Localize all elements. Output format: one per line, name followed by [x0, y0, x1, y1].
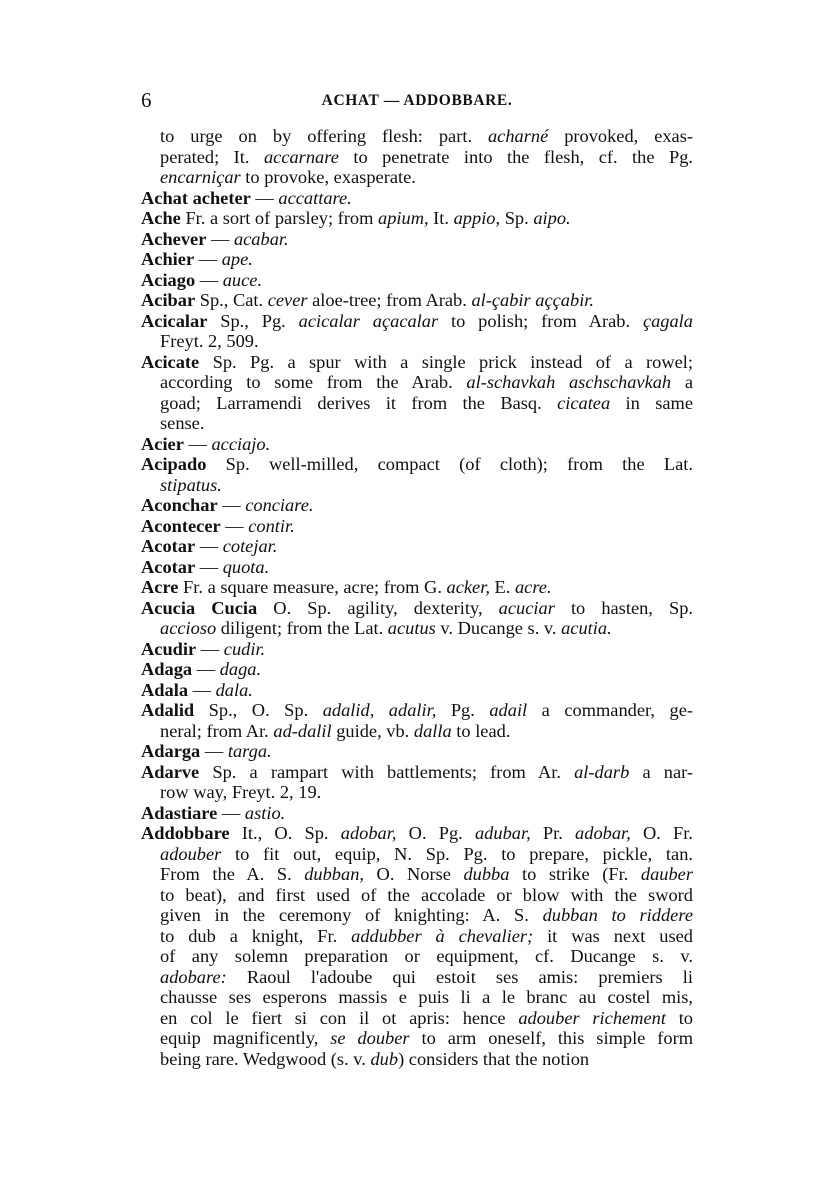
headword: Adastiare [141, 802, 218, 823]
entry-text: Freyt. 2, 509. [160, 331, 259, 351]
italic-term: apium, [378, 208, 429, 228]
entry-text: to [665, 1007, 693, 1028]
headword: Aciago [141, 269, 196, 290]
italic-term: se douber [330, 1028, 410, 1048]
italic-term: conciare. [245, 495, 314, 515]
dictionary-entry [141, 680, 693, 701]
italic-term: cever [267, 290, 308, 310]
dictionary-entry [141, 208, 693, 229]
entry-text: O. Norse [364, 864, 464, 884]
headword: Acre [141, 577, 179, 597]
dictionary-entry [141, 803, 693, 824]
entry-text: to dub a knight, Fr. [160, 925, 352, 946]
entry-text: it was next used [533, 925, 693, 946]
entry-text: equip magnificently, [160, 1028, 331, 1048]
entry-text: — [195, 556, 223, 577]
entry-text: Fr. a sort of parsley; from [180, 208, 378, 228]
dictionary-entry [141, 188, 693, 209]
entry-line [141, 721, 693, 742]
entry-line [141, 864, 693, 885]
italic-term: dala. [215, 679, 253, 700]
entry-text: — [206, 228, 234, 249]
entry-text: — [250, 187, 279, 208]
entry-text: to polish; from Arab. [438, 310, 643, 331]
italic-term: targa. [227, 741, 272, 761]
italic-term: dubban to riddere [542, 905, 693, 925]
entry-text: in same [610, 392, 693, 413]
entry-line [141, 434, 693, 455]
italic-term: acutia. [561, 618, 612, 638]
entry-text: to lead. [451, 720, 511, 741]
italic-term: accioso [160, 618, 217, 638]
italic-term: dubba [463, 864, 510, 884]
entry-text: to strike (Fr. [509, 864, 641, 884]
entry-text: neral; from Ar. [160, 720, 274, 741]
italic-term: cicatea [557, 392, 611, 413]
entry-line [141, 803, 693, 824]
entry-line [141, 1049, 693, 1070]
dictionary-entry [141, 659, 693, 680]
italic-term: appio, [453, 208, 501, 228]
entry-line [141, 475, 693, 496]
entry-text: Fr. a square measure, acre; from G. [178, 577, 447, 597]
dictionary-entry [141, 577, 693, 598]
entry-text: goad; Larramendi derives it from the Basq. [160, 392, 558, 413]
italic-term: aipo. [533, 208, 571, 228]
entry-text: — [220, 515, 249, 536]
italic-term: dauber [640, 864, 693, 884]
entry-text: — [217, 802, 245, 823]
italic-term: contir. [248, 515, 295, 536]
headword: Aconchar [141, 495, 218, 515]
entry-line [141, 987, 693, 1008]
italic-term: dub [370, 1048, 399, 1069]
entry-text: O. Sp. agility, dexterity, [257, 597, 499, 618]
entry-text: a [671, 372, 693, 392]
dictionary-entry [141, 823, 693, 1069]
page-header [141, 88, 693, 112]
entry-line [141, 188, 693, 209]
headword: Acicalar [141, 310, 208, 331]
entry-line [141, 946, 693, 967]
entry-text: according to some from the Arab. [160, 372, 467, 392]
entry-line [141, 270, 693, 291]
entry-line [141, 967, 693, 988]
headword: Ache [141, 208, 181, 228]
entry-line [141, 413, 693, 434]
entry-text: row way, Freyt. 2, 19. [160, 782, 322, 802]
entry-text: Pr. [530, 823, 576, 843]
entry-text: — [183, 433, 212, 454]
entry-text: to penetrate into the flesh, cf. the Pg. [338, 146, 693, 167]
entry-text: Sp., O. Sp. [194, 700, 323, 720]
italic-term: dubban, [304, 864, 364, 884]
headword: Acotar [141, 556, 196, 577]
italic-term: adalid, adalir, [322, 700, 437, 720]
dictionary-entry [141, 126, 693, 188]
italic-term: adouber richement [518, 1007, 666, 1028]
entry-text: guide, vb. [331, 720, 414, 741]
entry-text: — [194, 249, 222, 269]
italic-term: daga. [219, 659, 262, 679]
headword: Adalid [141, 700, 195, 720]
entry-text: Sp. [500, 208, 534, 228]
headword: Achat acheter [141, 187, 251, 208]
entry-text: Raoul l'adoube qui estoit ses amis: premiers li [226, 966, 693, 987]
entry-text: — [200, 741, 228, 761]
entry-text: given in the ceremony of knighting: A. S. [160, 905, 543, 925]
entry-text: It. [428, 208, 454, 228]
entry-line [141, 536, 693, 557]
dictionary-entry [141, 495, 693, 516]
entry-text: to beat), and first used of the accolade or blow with the sword [160, 884, 693, 905]
entry-line [141, 1028, 693, 1049]
entry-line [141, 331, 693, 352]
dictionary-entry [141, 290, 693, 311]
italic-term: cotejar. [222, 536, 278, 556]
italic-term: adail [489, 700, 528, 720]
entry-text: — [188, 679, 216, 700]
entry-list [141, 126, 693, 1069]
entry-text: It., O. Sp. [229, 823, 341, 843]
italic-term: accattare. [278, 187, 352, 208]
headword: Acucia Cucia [141, 597, 258, 618]
entry-line [141, 762, 693, 783]
italic-term: acuciar [498, 597, 555, 618]
entry-text: to fit out, equip, N. Sp. Pg. to prepare, pickle, tan. [221, 843, 693, 864]
entry-text: to hasten, Sp. [554, 597, 694, 618]
entry-line [141, 454, 693, 475]
entry-line [141, 352, 693, 373]
entry-text: Sp. well-milled, compact (of cloth); from the Lat. [206, 454, 693, 474]
entry-text: Pg. [436, 700, 490, 720]
page-number: 6 [141, 88, 152, 112]
italic-term: acre. [514, 577, 552, 597]
entry-text: aloe-tree; from Arab. [307, 290, 472, 310]
entry-line [141, 249, 693, 270]
dictionary-entry [141, 557, 693, 578]
italic-term: acker, [446, 577, 490, 597]
entry-line [141, 844, 693, 865]
entry-text: — [195, 269, 223, 290]
italic-term: acicalar açacalar [298, 310, 439, 331]
entry-line [141, 782, 693, 803]
entry-line [141, 311, 693, 332]
dictionary-entry [141, 700, 693, 741]
italic-term: dalla [413, 720, 452, 741]
entry-text: O. Pg. [396, 823, 475, 843]
entry-line [141, 700, 693, 721]
dictionary-entry [141, 311, 693, 352]
entry-line [141, 680, 693, 701]
dictionary-entry [141, 598, 693, 639]
dictionary-entry [141, 270, 693, 291]
entry-line [141, 290, 693, 311]
entry-text: diligent; from the Lat. [216, 618, 388, 638]
dictionary-entry [141, 536, 693, 557]
italic-term: auce. [222, 269, 263, 290]
dictionary-entry [141, 741, 693, 762]
entry-line [141, 905, 693, 926]
entry-line [141, 577, 693, 598]
italic-term: al-çabir aççabir. [471, 290, 595, 310]
headword: Achier [141, 249, 195, 269]
entry-line [141, 885, 693, 906]
entry-text: a commander, ge- [527, 700, 693, 720]
italic-term: acabar. [233, 228, 289, 249]
entry-line [141, 823, 693, 844]
dictionary-entry [141, 229, 693, 250]
entry-line [141, 557, 693, 578]
italic-term: acutus [387, 618, 436, 638]
dictionary-entry [141, 434, 693, 455]
italic-term: encarniçar [160, 167, 241, 187]
italic-term: adobare: [160, 966, 227, 987]
entry-line [141, 618, 693, 639]
entry-text: — [196, 638, 224, 659]
entry-line [141, 495, 693, 516]
headword: Acicate [141, 351, 200, 372]
headword: Acier [141, 433, 184, 454]
entry-text: en col le fiert si con il ot apris: hence [160, 1007, 519, 1028]
headword: Acontecer [141, 515, 221, 536]
headword: Achever [141, 228, 207, 249]
dictionary-entry [141, 249, 693, 270]
entry-text: — [192, 659, 220, 679]
italic-term: al-darb [574, 761, 630, 782]
entry-line [141, 208, 693, 229]
italic-term: stipatus. [160, 474, 222, 495]
entry-text: Sp. a rampart with battlements; from Ar. [199, 761, 575, 782]
headword: Adarga [141, 741, 201, 761]
entry-line [141, 639, 693, 660]
italic-term: adouber [160, 843, 222, 864]
dictionary-entry [141, 352, 693, 434]
entry-text: a nar- [629, 761, 693, 782]
entry-text: From the A. S. [160, 864, 305, 884]
headword: Addobbare [141, 823, 230, 843]
italic-term: acciajo. [211, 433, 271, 454]
entry-text: O. Fr. [630, 823, 693, 843]
entry-line [141, 147, 693, 168]
entry-text: Sp., Pg. [207, 310, 299, 331]
entry-text: to urge on by offering flesh: part. [160, 126, 488, 146]
entry-line [141, 372, 693, 393]
italic-term: astio. [244, 802, 286, 823]
dictionary-entry [141, 639, 693, 660]
entry-text: — [195, 536, 223, 556]
headword: Acotar [141, 536, 196, 556]
italic-term: quota. [222, 556, 270, 577]
headword: Acudir [141, 638, 197, 659]
entry-text: sense. [160, 413, 205, 433]
italic-term: addubber à chevalier; [351, 925, 534, 946]
dictionary-entry [141, 762, 693, 803]
italic-term: al-schavkah aschschavkah [466, 372, 672, 392]
entry-text: provoked, exas- [548, 126, 693, 146]
italic-term: ad-dalil [273, 720, 332, 741]
entry-line [141, 659, 693, 680]
dictionary-entry [141, 454, 693, 495]
headword: Adarve [141, 761, 200, 782]
italic-term: acharné [487, 126, 549, 146]
entry-text: to arm oneself, this simple form [409, 1028, 694, 1048]
entry-line [141, 126, 693, 147]
entry-line [141, 229, 693, 250]
italic-term: ape. [221, 249, 253, 269]
entry-text: to provoke, exasperate. [240, 167, 416, 187]
entry-text: ) considers that the notion [398, 1048, 590, 1069]
entry-text: — [217, 495, 246, 515]
italic-term: accarnare [263, 146, 339, 167]
entry-line [141, 167, 693, 188]
headword: Adaga [141, 659, 193, 679]
entry-text: chausse ses esperons massis e puis li a le branc au costel mis, [160, 987, 693, 1007]
entry-line [141, 741, 693, 762]
entry-line [141, 926, 693, 947]
italic-term: adubar, [474, 823, 531, 843]
entry-text: E. [489, 577, 515, 597]
italic-term: adobar, [340, 823, 397, 843]
headword: Acipado [141, 454, 207, 474]
entry-text: Sp. Pg. a spur with a single prick instead of a rowel; [199, 351, 693, 372]
entry-text: perated; It. [160, 146, 264, 167]
headword: Acibar [141, 290, 196, 310]
entry-line [141, 393, 693, 414]
italic-term: cudir. [223, 638, 266, 659]
headword: Adala [141, 679, 189, 700]
entry-text: v. Ducange s. v. [435, 618, 562, 638]
entry-line [141, 1008, 693, 1029]
entry-text: of any solemn preparation or equipment, cf. Ducange s. v. [160, 946, 693, 966]
running-head: ACHAT — ADDOBBARE. [321, 92, 513, 109]
entry-text: being rare. Wedgwood (s. v. [160, 1048, 371, 1069]
italic-term: çagala [642, 310, 693, 331]
entry-text: Sp., Cat. [195, 290, 268, 310]
entry-line [141, 598, 693, 619]
dictionary-entry [141, 516, 693, 537]
entry-line [141, 516, 693, 537]
italic-term: adobar, [575, 823, 631, 843]
